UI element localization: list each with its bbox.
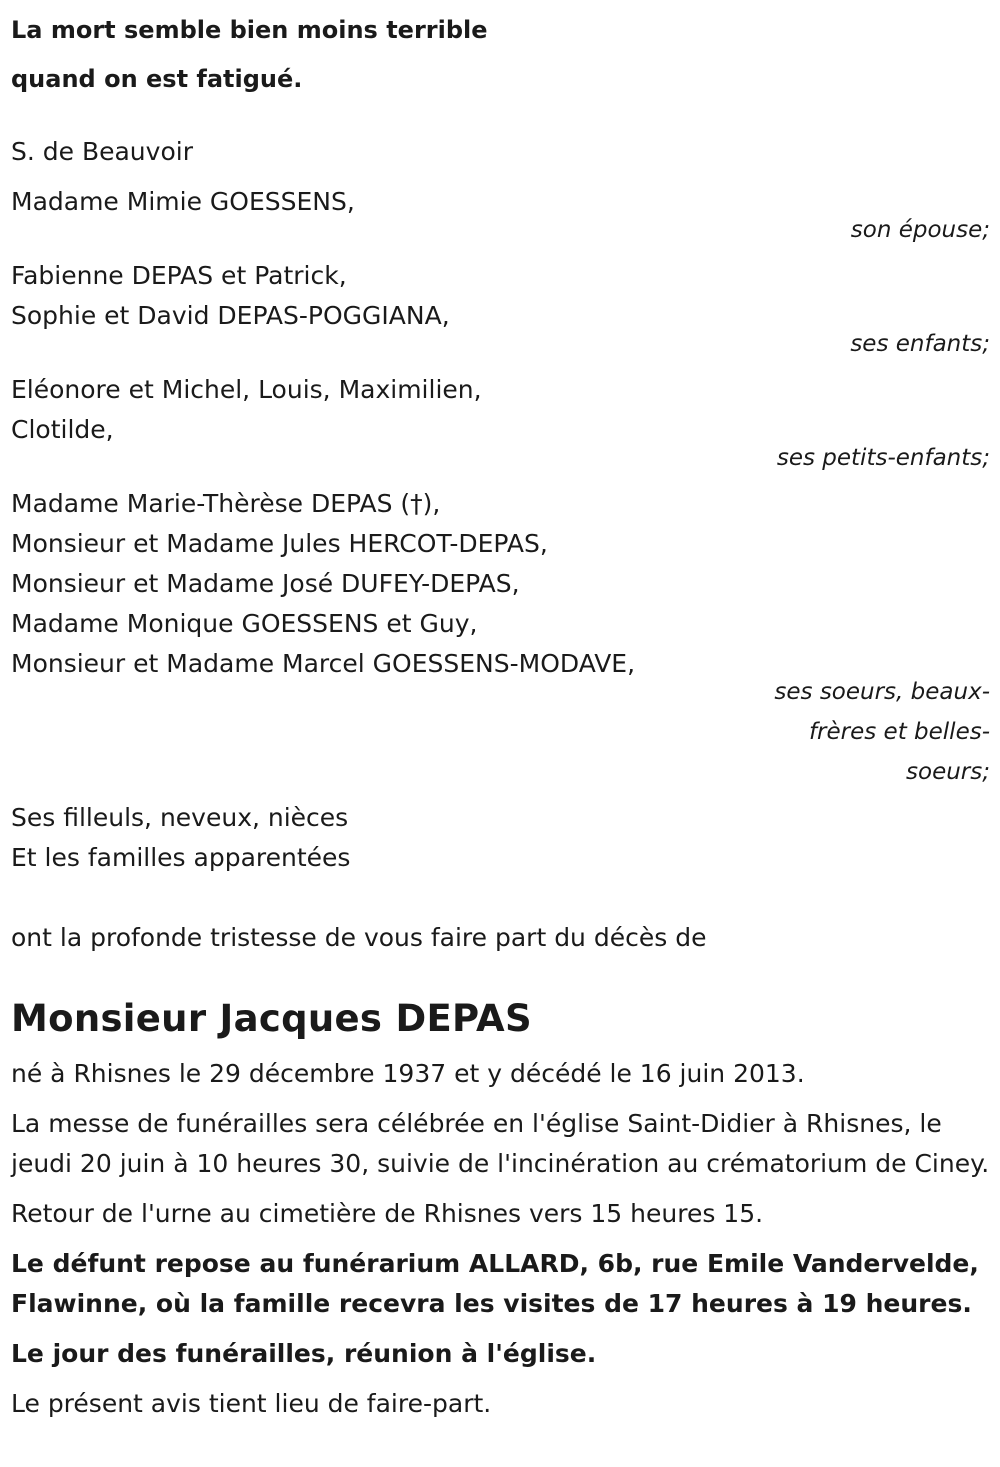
family-line: Monsieur et Madame Marcel GOESSENS-MODAVE, [11, 649, 636, 678]
family-siblings [11, 484, 990, 792]
family-grandchildren [11, 370, 990, 478]
family-role-children: ses enfants; [850, 331, 990, 357]
church-meeting-info: Le jour des funérailles, réunion à l'église. [11, 1339, 597, 1368]
quote-author: S. de Beauvoir [11, 137, 193, 166]
family-line: Fabienne DEPAS et Patrick, [11, 261, 347, 290]
quote-line-1: La mort semble bien moins terrible [11, 16, 488, 44]
other-line: Ses filleuls, neveux, nièces [11, 803, 349, 832]
family-line: Madame Monique GOESSENS et Guy, [11, 609, 478, 638]
funerarium-info: Le défunt repose au funérarium ALLARD, 6b, rue Emile Vandervelde, Flawinne, où la famille recevra les visites de 17 heures à 19 heures. [11, 1249, 979, 1318]
family-line: Clotilde, [11, 415, 114, 444]
family-role-spouse: son épouse; [850, 217, 990, 243]
other-line: Et les familles apparentées [11, 843, 351, 872]
deceased-name: Monsieur Jacques DEPAS [11, 997, 532, 1040]
notice-text: Le présent avis tient lieu de faire-part. [11, 1389, 492, 1418]
announcement-intro: ont la profonde tristesse de vous faire part du décès de [11, 923, 707, 952]
family-spouse [11, 182, 990, 250]
family-line: Madame Mimie GOESSENS, [11, 187, 355, 216]
urn-return-info: Retour de l'urne au cimetière de Rhisnes vers 15 heures 15. [11, 1199, 764, 1228]
family-line: Monsieur et Madame José DUFEY-DEPAS, [11, 569, 520, 598]
quote-line-2: quand on est fatigué. [11, 65, 303, 93]
family-line: Sophie et David DEPAS-POGGIANA, [11, 301, 450, 330]
birth-death-dates: né à Rhisnes le 29 décembre 1937 et y décédé le 16 juin 2013. [11, 1059, 805, 1088]
funeral-mass-info: La messe de funérailles sera célébrée en l'église Saint-Didier à Rhisnes, le jeudi 20 juin à 10 heures 30, suivie de l'incinération au crématorium de Ciney. [11, 1109, 990, 1178]
family-line: Eléonore et Michel, Louis, Maximilien, [11, 375, 482, 404]
family-role-grandchildren: ses petits-enfants; [776, 445, 990, 471]
family-line: Monsieur et Madame Jules HERCOT-DEPAS, [11, 529, 548, 558]
other-relatives [11, 798, 990, 878]
family-children [11, 256, 990, 364]
family-line: Madame Marie-Thèrèse DEPAS (†), [11, 489, 441, 518]
family-role-siblings: ses soeurs, beaux-frères et belles-soeurs; [774, 679, 990, 785]
